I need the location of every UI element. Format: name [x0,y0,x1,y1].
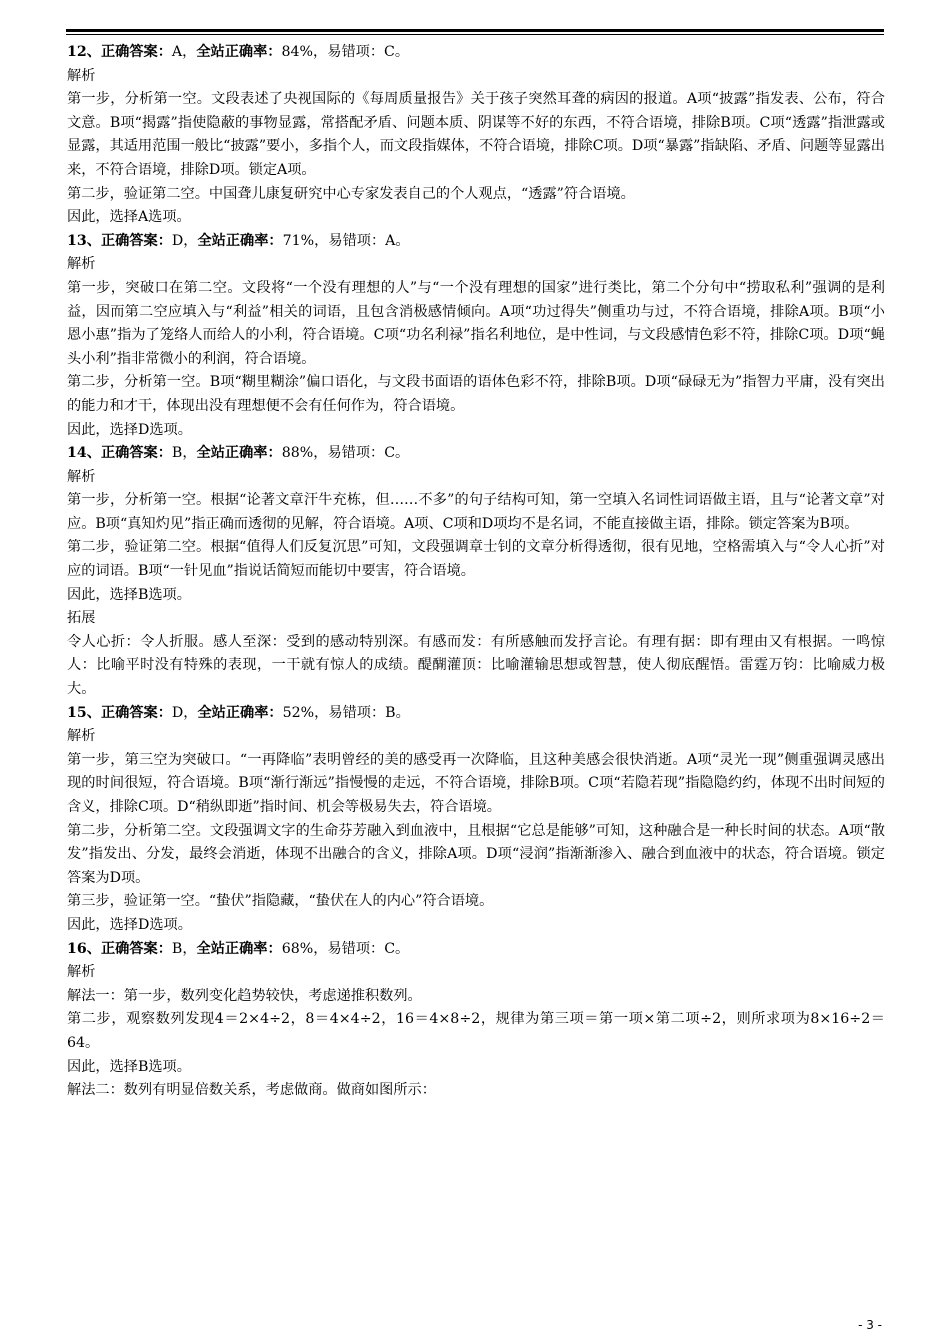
rate-label: 全站正确率： [197,232,283,249]
section-label-extension: 拓展 [67,610,96,627]
question-number: 14 [67,445,87,462]
wrong-label: 易错项： [328,704,386,721]
question-number: 16 [67,940,87,957]
section-label-analysis: 解析 [67,468,96,485]
answer-label: 正确答案： [100,44,172,60]
paragraph: 第二步，观察数列发现4＝2×4÷2，8＝4×4÷2，16＝4×8÷2，规律为第三项＝第一项×第二项÷2，则所求项为8×16÷2＝64。 [67,1011,885,1051]
paragraph: 第一步，第三空为突破口。“一再降临”表明曾经的美的感受再一次降临，且这种美感会很快消逝。A项“灵光一现”侧重强调灵感出现的时间很短，符合语境。B项“渐行渐远”指慢慢的走远，不符合语境，排除B项。C项“若隐若现”指隐隐约约，体现不出时间短的含义，排除C项。D“稍纵即逝”指时间、机会等极易失去，符合语境。 [67,751,885,815]
conclusion: 因此，选择D选项。 [67,916,192,933]
section-label-analysis: 解析 [67,256,96,273]
wrong-value: C。 [384,445,410,462]
answer-label: 正确答案： [100,940,172,957]
wrong-value: C。 [384,940,410,957]
question-16-header: 16、正确答案：B，全站正确率：68%，易错项：C。 [67,940,410,957]
page-number: - 3 - [858,1318,882,1332]
section-label-analysis: 解析 [67,67,96,84]
paragraph: 令人心折：令人折服。感人至深：受到的感动特别深。有感而发：有所感触而发抒言论。有理有据：即有理由又有根据。一鸣惊人：比喻平时没有特殊的表现，一干就有惊人的成绩。醍醐灌顶：比喻灌输思想或智慧，使人彻底醒悟。雷霆万钧：比喻威力极大。 [67,633,885,698]
answer-label: 正确答案： [100,232,172,249]
question-12-header: 12、正确答案：A，全站正确率：84%，易错项：C。 [67,44,410,60]
answer-value: A [171,44,183,60]
conclusion: 因此，选择B选项。 [67,586,191,603]
rate-value: 84% [281,44,314,60]
question-14-header: 14、正确答案：B，全站正确率：88%，易错项：C。 [67,445,410,462]
paragraph: 第一步，突破口在第二空。文段将“一个没有理想的人”与“一个没有理想的国家”进行类比，第二个分句中“捞取私利”强调的是利益，因而第二空应填入与“利益”相关的词语，且包含消极感情倾向。A项“功过得失”侧重功与过，不符合语境，排除A项。B项“小恩小惠”指为了笼络人而给人的小利，符合语境。C项“功名利禄”指名利地位，是中性词，与文段感情色彩不符，排除C项。D项“蝇头小利”指非常微小的利润，符合语境。 [67,279,885,367]
question-13-header: 13、正确答案：D，全站正确率：71%，易错项：A。 [67,232,410,249]
rate-label: 全站正确率： [196,44,282,60]
rate-label: 全站正确率： [196,940,282,957]
rate-label: 全站正确率： [196,445,282,462]
question-number: 12 [67,44,87,60]
wrong-label: 易错项： [327,445,385,462]
answer-label: 正确答案： [100,445,172,462]
section-label-analysis: 解析 [67,728,96,745]
wrong-value: A。 [385,232,410,249]
rate-label: 全站正确率： [197,704,283,721]
answer-label: 正确答案： [100,704,172,721]
paragraph: 第一步，分析第一空。文段表述了央视国际的《每周质量报告》关于孩子突然耳聋的病因的报道。A项“披露”指发表、公布，符合文意。B项“揭露”指使隐蔽的事物显露，常搭配矛盾、问题本质、阴谋等不好的东西，不符合语境，排除B项。C项“透露”指泄露或显露，其适用范围一般比“披露”要小，多指个人，而文段指媒体，不符合语境，排除C项。D项“暴露”指缺陷、矛盾、问题等显露出来，不符合语境，排除D项。锁定A项。 [67,91,885,178]
conclusion: 因此，选择A选项。 [67,209,191,226]
paragraph: 第二步，验证第二空。中国聋儿康复研究中心专家发表自己的个人观点，“透露”符合语境。 [67,185,635,202]
conclusion: 因此，选择D选项。 [67,421,192,438]
section-label-analysis: 解析 [67,964,96,981]
paragraph: 第二步，分析第一空。B项“糊里糊涂”偏口语化，与文段书面语的语体色彩不符，排除B项。D项“碌碌无为”指智力平庸，没有突出的能力和才干，体现出没有理想便不会有任何作为，符合语境。 [67,374,885,414]
wrong-label: 易错项： [327,940,385,957]
wrong-label: 易错项： [328,232,386,249]
rate-value: 68% [281,940,314,957]
paragraph: 解法二：数列有明显倍数关系，考虑做商。做商如图所示： [67,1082,436,1099]
rate-value: 71% [282,232,315,249]
answer-value: D [171,704,184,721]
header-rule-thick [66,29,884,32]
paragraph: 第二步，验证第二空。根据“值得人们反复沉思”可知，文段强调章士钊的文章分析得透彻，很有见地，空格需填入与“令人心折”对应的词语。B项“一针见血”指说话简短而能切中要害，符合语境。 [67,539,885,580]
question-number: 15 [67,704,87,721]
paragraph: 第二步，分析第二空。文段强调文字的生命芬芳融入到血液中，且根据“它总是能够”可知，这种融合是一种长时间的状态。A项“散发”指发出、分发，最终会消逝，体现不出融合的含义，排除A项。D项“浸润”指渐渐渗入、融合到血液中的状态，符合语境。锁定答案为D项。 [67,822,885,886]
answer-value: B [171,445,183,462]
question-15-header: 15、正确答案：D，全站正确率：52%，易错项：B。 [67,704,410,721]
rate-value: 88% [281,445,314,462]
answer-content [67,41,885,1103]
wrong-value: C。 [384,44,410,60]
conclusion: 因此，选择B选项。 [67,1058,191,1075]
wrong-value: B。 [385,704,410,721]
header-rule-thin [66,34,884,35]
rate-value: 52% [282,704,315,721]
paragraph: 第一步，分析第一空。根据“论著文章汗牛充栋，但……不多”的句子结构可知，第一空填入名词性词语做主语，且与“论著文章”对应。B项“真知灼见”指正确而透彻的见解，符合语境。A项、C项和D项均不是名词，不能直接做主语，排除。锁定答案为B项。 [67,492,885,532]
question-number: 13 [67,232,87,249]
wrong-label: 易错项： [327,44,385,60]
answer-value: D [171,232,184,249]
paragraph: 解法一：第一步，数列变化趋势较快，考虑递推积数列。 [67,987,422,1004]
paragraph: 第三步，验证第一空。“蛰伏”指隐藏，“蛰伏在人的内心”符合语境。 [67,893,494,910]
answer-value: B [171,940,183,957]
